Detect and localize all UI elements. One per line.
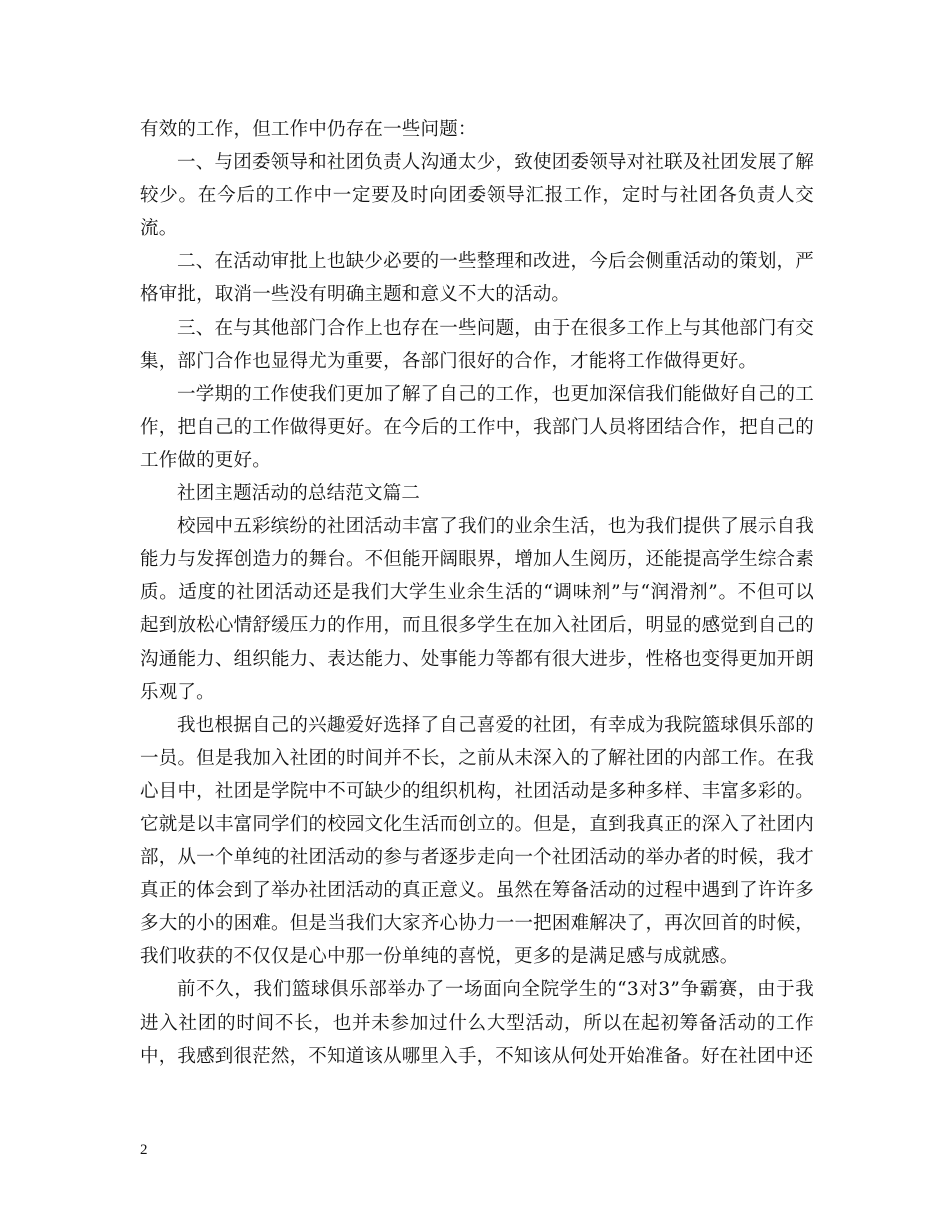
paragraph-3: 二、在活动审批上也缺少必要的一些整理和改进，今后会侧重活动的策划，严格审批，取消一些没有明确主题和意义不大的活动。 [140,251,814,306]
paragraph-7: 我也根据自己的兴趣爱好选择了自己喜爱的社团，有幸成为我院篮球俱乐部的一员。但是我加入社团的时间并不长，之前从未深入的了解社团的内部工作。在我心目中，社团是学院中不可缺少的组织机构，社团活动是多种多样、丰富多彩的。它就是以丰富同学们的校园文化生活而创立的。但是，直到我真正的深入了社团内部，从一个单纯的社团活动的参与者逐步走向一个社团活动的举办者的时候，我才真正的体会到了举办社团活动的真正意义。虽然在筹备活动的过程中遇到了许许多多大的小的困难。但是当我们大家齐心协力一一把困难解决了，再次回首的时候，我们收获的不仅仅是心中那一份单纯的喜悦，更多的是满足感与成就感。 [140,714,814,968]
document-body [140,113,814,1073]
paragraph-2: 一、与团委领导和社团负责人沟通太少，致使团委领导对社联及社团发展了解较少。在今后的工作中一定要及时向团委领导汇报工作，定时与社团各负责人交流。 [140,152,814,240]
paragraph-5: 一学期的工作使我们更加了解了自己的工作，也更加深信我们能做好自己的工作，把自己的工作做得更好。在今后的工作中，我部门人员将团结合作，把自己的工作做的更好。 [140,383,814,471]
section-heading: 社团主题活动的总结范文篇二 [177,483,421,505]
paragraph-6: 校园中五彩缤纷的社团活动丰富了我们的业余生活，也为我们提供了展示自我能力与发挥创造力的舞台。不但能开阔眼界，增加人生阅历，还能提高学生综合素质。适度的社团活动还是我们大学生业余生活的“调味剂”与“润滑剂”。不但可以起到放松心情舒缓压力的作用，而且很多学生在加入社团后，明显的感觉到自己的沟通能力、组织能力、表达能力、处事能力等都有很大进步，性格也变得更加开朗乐观了。 [140,516,814,703]
paragraph-8: 前不久，我们篮球俱乐部举办了一场面向全院学生的“3对3”争霸赛，由于我进入社团的时间不长，也并未参加过什么大型活动，所以在起初筹备活动的工作中，我感到很茫然，不知道该从哪里入手，不知该从何处开始准备。好在社团中还 [140,979,814,1067]
paragraph-1: 有效的工作，但工作中仍存在一些问题： [140,119,477,140]
paragraph-4: 三、在与其他部门合作上也存在一些问题，由于在很多工作上与其他部门有交集，部门合作也显得尤为重要，各部门很好的合作，才能将工作做得更好。 [140,317,814,372]
page-number: 2 [140,1142,148,1158]
